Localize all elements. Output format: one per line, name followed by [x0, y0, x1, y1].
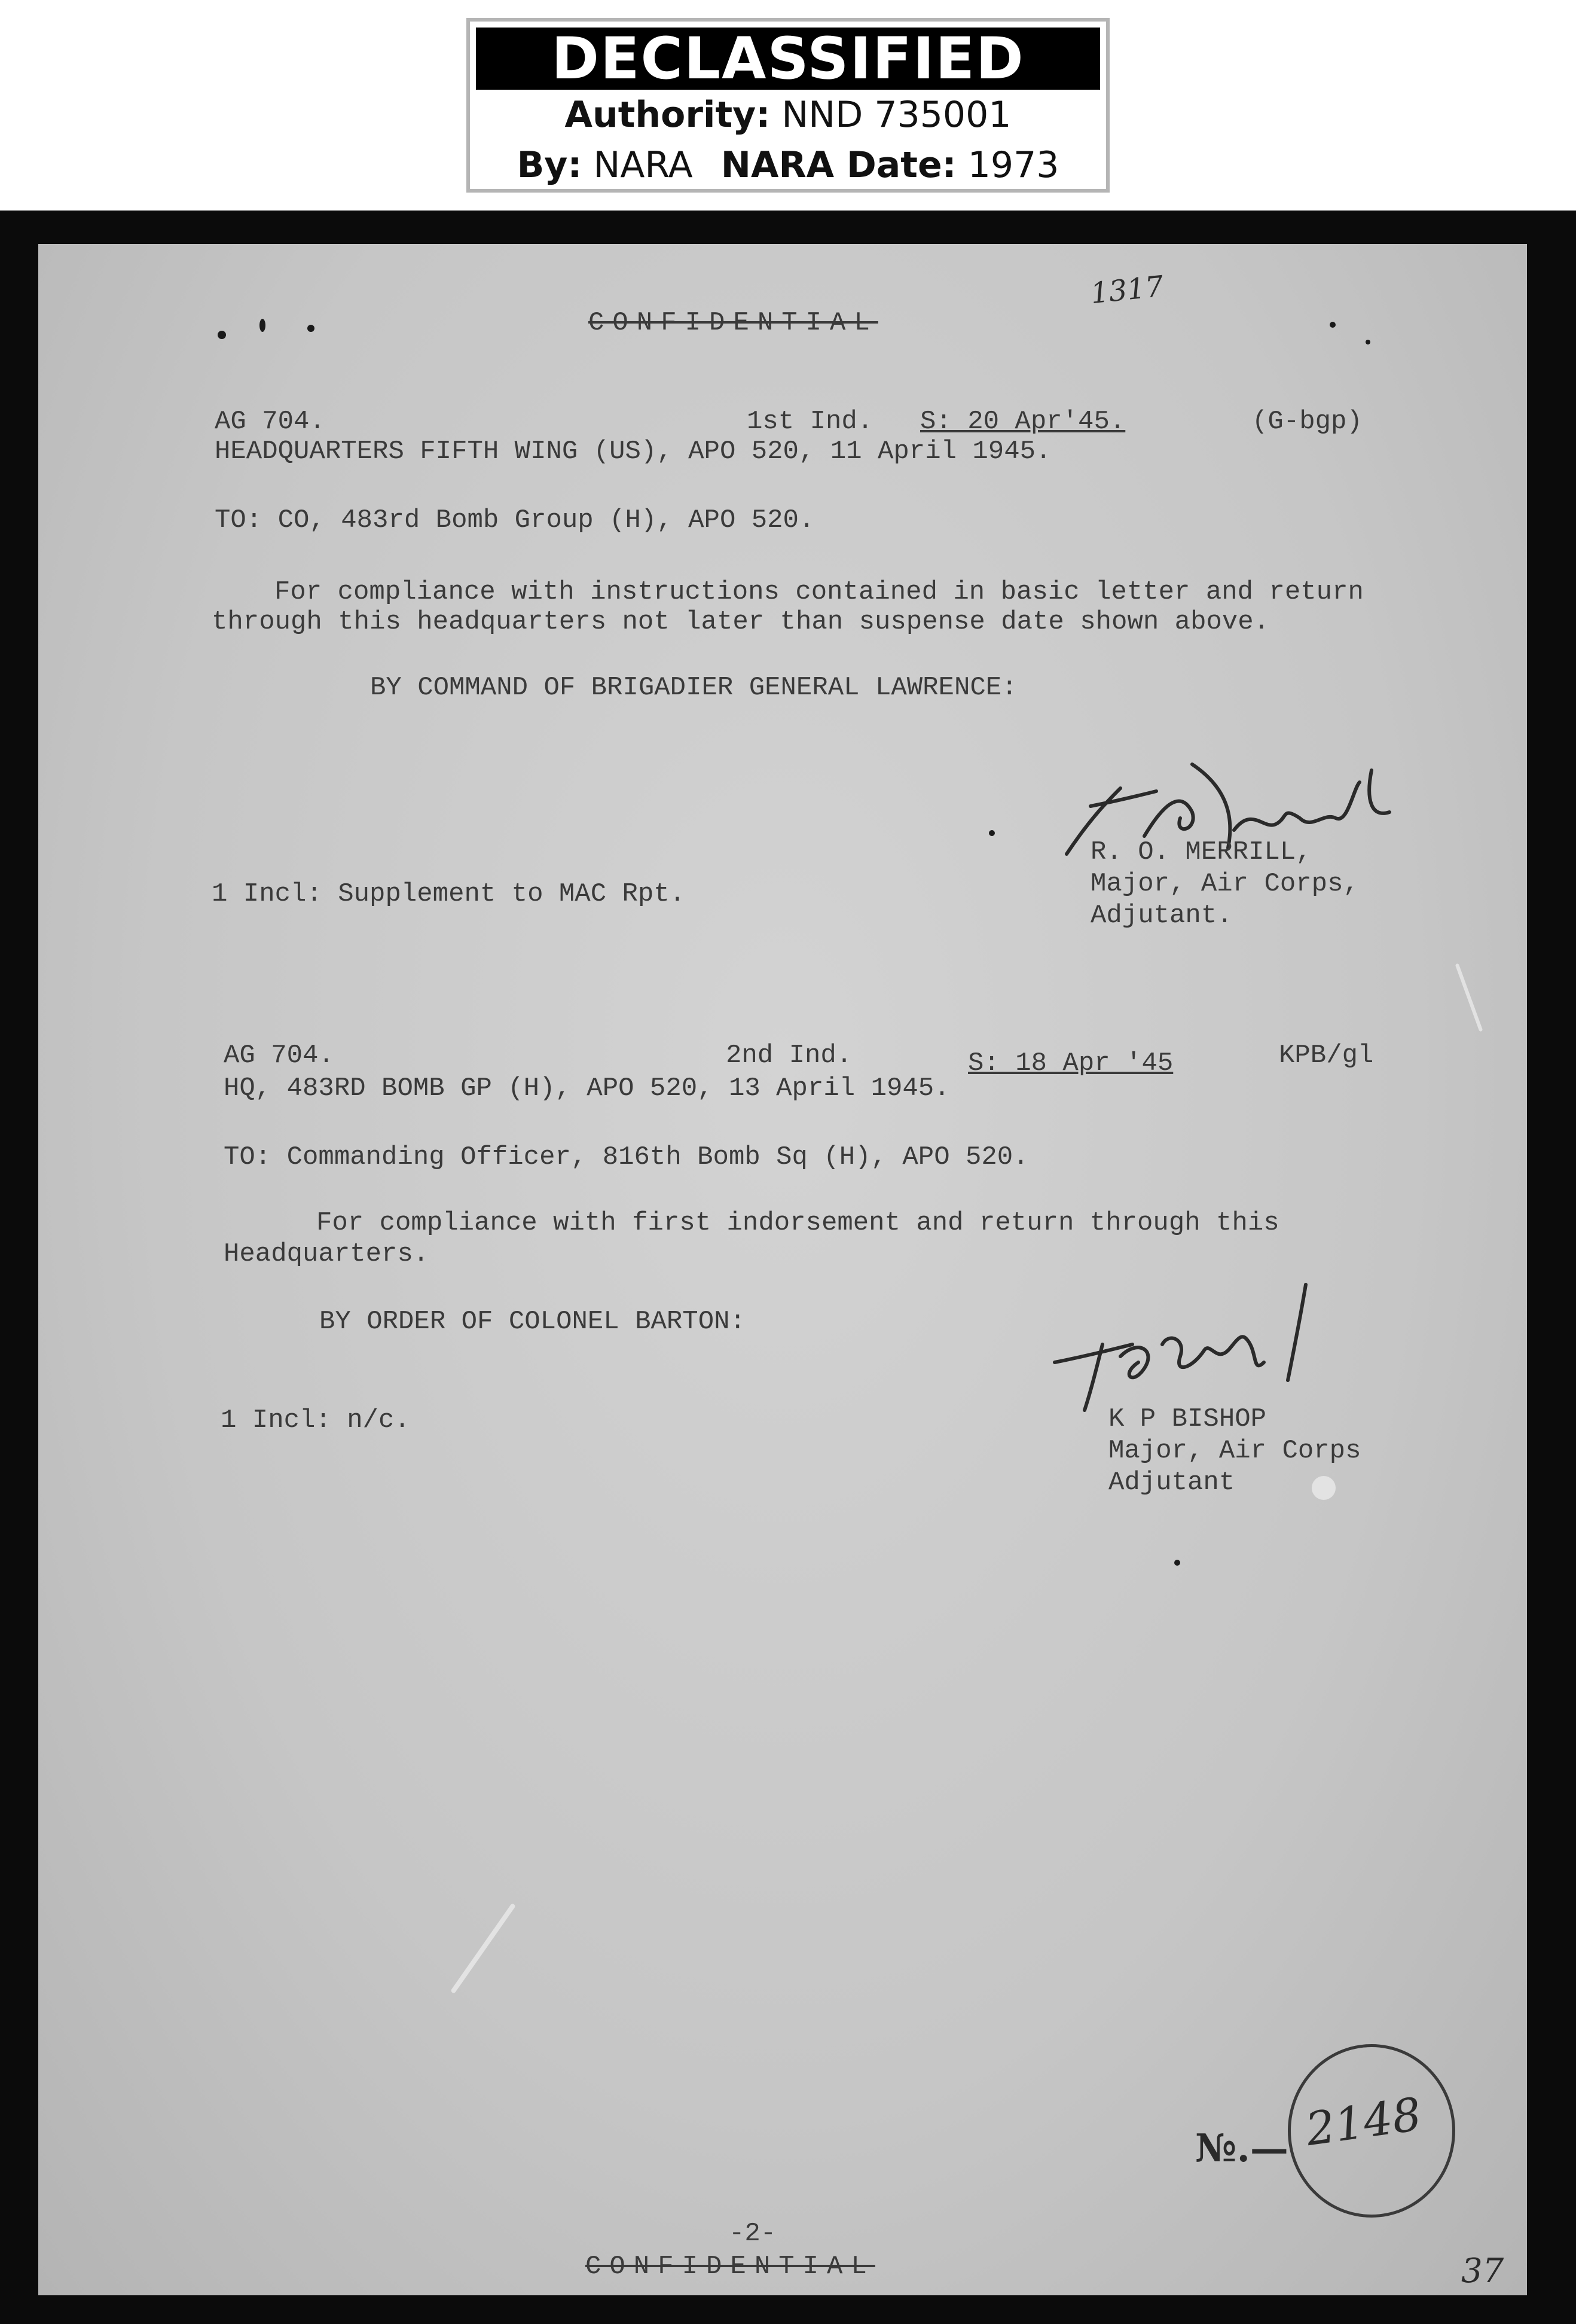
second-ind-signer-rank: Major, Air Corps — [1108, 1436, 1361, 1466]
second-ind-body-line2: Headquarters. — [224, 1239, 429, 1269]
first-ind-to: TO: CO, 483rd Bomb Group (H), APO 520. — [215, 505, 815, 535]
number-label: №.— — [1195, 2126, 1288, 2171]
first-ind-label: 1st Ind. — [747, 407, 873, 437]
stamp-authority-label: Authority: — [564, 94, 771, 136]
scan-speck — [218, 331, 226, 339]
scan-scratch — [450, 1903, 516, 1994]
first-ind-signer-title: Adjutant. — [1091, 901, 1233, 931]
page-number: -2- — [729, 2219, 777, 2249]
first-ind-command: BY COMMAND OF BRIGADIER GENERAL LAWRENCE: — [370, 673, 1018, 703]
first-ind-signer-name: R. O. MERRILL, — [1091, 837, 1312, 867]
second-ind-file: AG 704. — [224, 1041, 334, 1070]
second-ind-signer-name: K P BISHOP — [1108, 1404, 1267, 1434]
classification-bottom: CONFIDENTIAL — [585, 2252, 875, 2282]
stamp-title: DECLASSIFIED — [476, 28, 1100, 90]
second-ind-to: TO: Commanding Officer, 816th Bomb Sq (H), APO 520. — [224, 1142, 1029, 1172]
second-ind-label: 2nd Ind. — [726, 1041, 853, 1070]
stamp-authority-value: NND 735001 — [781, 94, 1012, 136]
second-ind-origin: HQ, 483RD BOMB GP (H), APO 520, 13 April 1945. — [224, 1073, 950, 1103]
scan-speck — [259, 319, 265, 332]
stamp-by-value: NARA — [593, 144, 693, 186]
classification-top: CONFIDENTIAL — [588, 308, 878, 338]
scan-speck — [989, 830, 995, 836]
first-ind-suspense: S: 20 Apr'45. — [920, 407, 1126, 437]
first-ind-origin: HEADQUARTERS FIFTH WING (US), APO 520, 11 April 1945. — [215, 437, 1052, 466]
second-ind-order: BY ORDER OF COLONEL BARTON: — [319, 1307, 746, 1337]
scan-scratch — [1455, 963, 1483, 1032]
scan-speck — [1174, 1560, 1180, 1566]
scan-speck — [1366, 340, 1370, 344]
stamp-by-label: By: — [517, 144, 582, 186]
scan-speck — [1330, 322, 1336, 328]
second-ind-body-line1: For compliance with first indorsement and return through this — [316, 1208, 1279, 1238]
first-ind-file: AG 704. — [215, 407, 325, 437]
corner-mark: 37 — [1461, 2252, 1504, 2291]
declassified-stamp — [466, 18, 1110, 193]
stamp-date-label: NARA Date: — [720, 144, 957, 186]
scan-frame — [0, 211, 1576, 2324]
first-ind-code: (G-bgp) — [1252, 407, 1363, 437]
scan-scratch — [1312, 1476, 1336, 1500]
stamp-date-value: 1973 — [967, 144, 1059, 186]
scan-speck — [307, 325, 314, 332]
document-page — [38, 244, 1527, 2295]
stamp-authority-line — [470, 90, 1106, 140]
first-ind-signer-rank: Major, Air Corps, — [1091, 869, 1359, 899]
stamp-by-line — [470, 140, 1106, 190]
first-ind-body-line1: For compliance with instructions contained in basic letter and return — [274, 577, 1364, 607]
second-ind-inclosure: 1 Incl: n/c. — [221, 1405, 410, 1435]
number-value: 2148 — [1302, 2087, 1425, 2157]
first-ind-inclosure: 1 Incl: Supplement to MAC Rpt. — [212, 879, 686, 909]
second-ind-signer-title: Adjutant — [1108, 1468, 1235, 1498]
second-ind-code: KPB/gl — [1279, 1041, 1374, 1070]
second-ind-suspense: S: 18 Apr '45 — [968, 1048, 1174, 1078]
page-mark: 1317 — [1089, 269, 1165, 311]
first-ind-body-line2: through this headquarters not later than suspense date shown above. — [212, 607, 1270, 637]
